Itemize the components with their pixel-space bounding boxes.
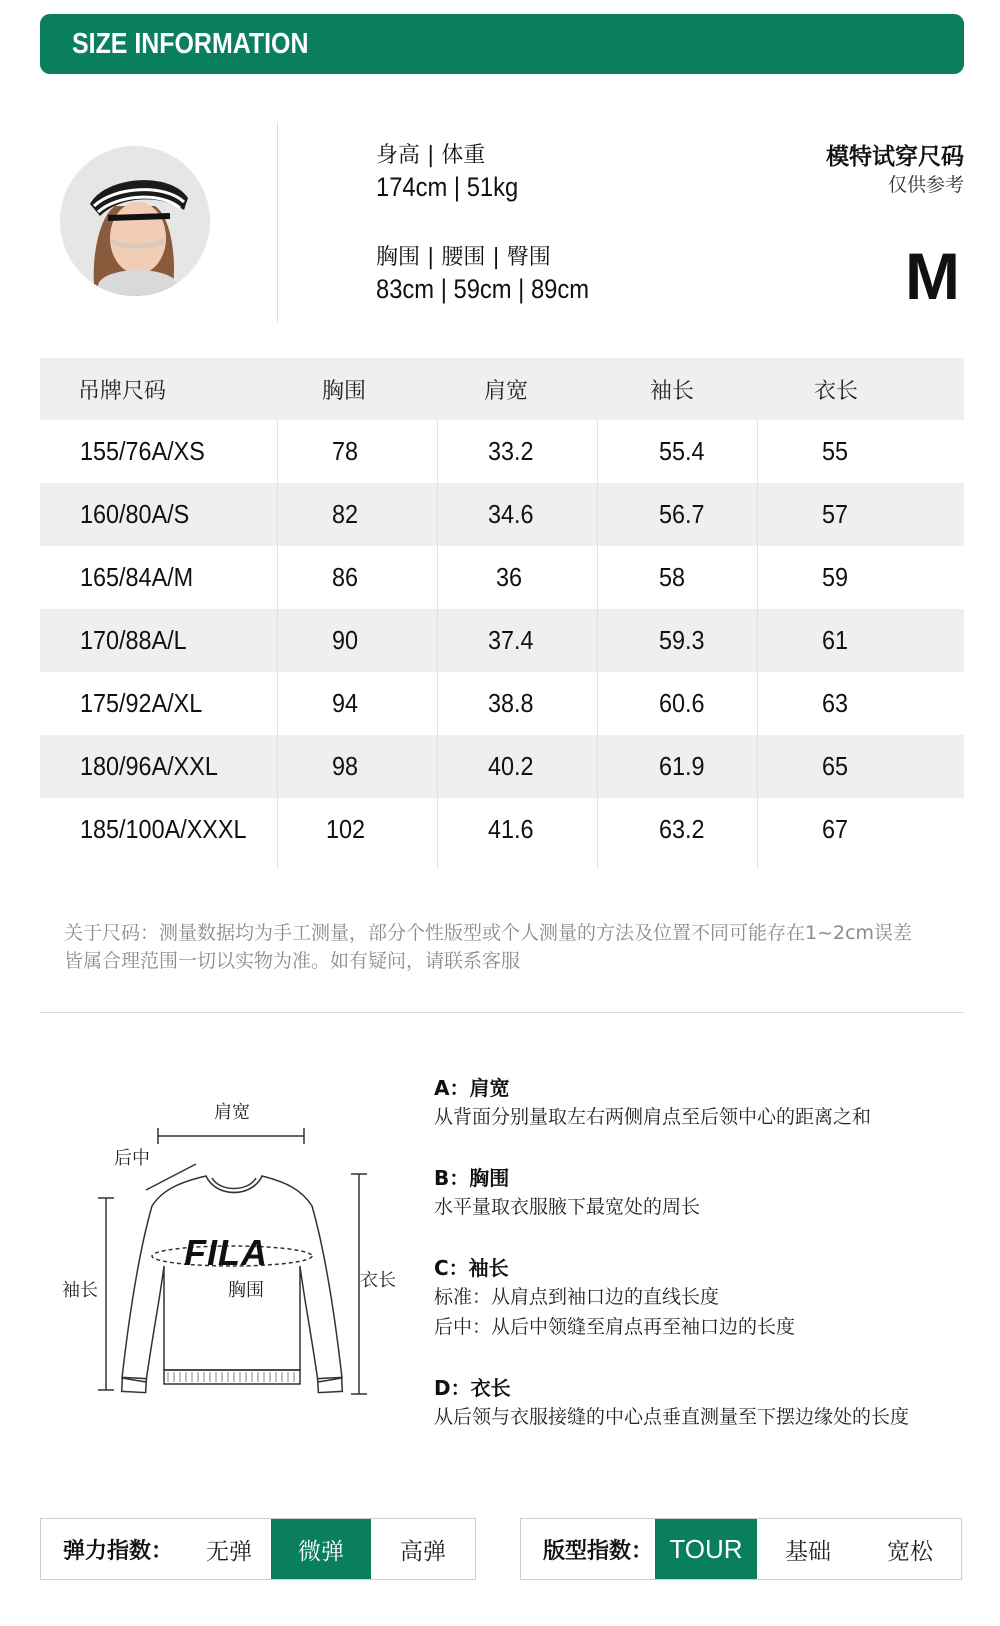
table-row xyxy=(40,609,964,672)
elasticity-label: 弹力指数： xyxy=(63,1538,174,1564)
cell-shoulder: 40.2 xyxy=(488,751,534,781)
cell-sleeve: 58 xyxy=(659,562,686,592)
measurement-diagram xyxy=(56,1098,416,1418)
cell-chest: 82 xyxy=(332,499,359,529)
definition-length-text: 从后领与衣服接缝的中心点垂直测量至下摆边缘处的长度 xyxy=(434,1406,910,1428)
cell-shoulder: 33.2 xyxy=(488,436,534,466)
cell-length: 67 xyxy=(822,814,849,844)
cell-tag-size: 175/92A/XL xyxy=(80,688,203,718)
cell-sleeve: 63.2 xyxy=(659,814,705,844)
cell-sleeve: 55.4 xyxy=(659,436,705,466)
elasticity-option-high[interactable]: 高弹 xyxy=(400,1538,446,1565)
table-row xyxy=(40,546,964,609)
definition-sleeve-text-back: 后中：从后中领缝至肩点再至袖口边的长度 xyxy=(434,1316,796,1338)
definition-shoulder-text: 从背面分别量取左右两侧肩点至后领中心的距离之和 xyxy=(434,1106,872,1128)
cell-sleeve: 60.6 xyxy=(659,688,705,718)
table-row xyxy=(40,483,964,546)
fila-logo: FILA xyxy=(184,1232,268,1273)
table-row xyxy=(40,735,964,798)
model-divider xyxy=(277,122,278,322)
fit-option-tour[interactable]: TOUR xyxy=(655,1519,757,1579)
model-fit-size-title: 模特试穿尺码 xyxy=(826,144,964,170)
size-table-header xyxy=(40,358,964,420)
model-fit-size-value: M xyxy=(905,239,960,313)
cell-chest: 102 xyxy=(326,814,366,844)
cell-sleeve: 61.9 xyxy=(659,751,705,781)
cell-length: 57 xyxy=(822,499,849,529)
cell-chest: 78 xyxy=(332,436,359,466)
fit-index xyxy=(520,1518,962,1580)
definition-sleeve-heading: C：袖长 xyxy=(434,1256,509,1280)
body-measure-value: 83cm | 59cm | 89cm xyxy=(376,274,590,304)
diagram-label-chest: 胸围 xyxy=(228,1280,264,1301)
table-row xyxy=(40,420,964,483)
elasticity-option-none[interactable]: 无弹 xyxy=(206,1538,252,1565)
cell-chest: 98 xyxy=(332,751,359,781)
size-info-banner xyxy=(40,14,964,74)
elasticity-index xyxy=(40,1518,476,1580)
diagram-label-back-center: 后中 xyxy=(114,1148,150,1169)
table-row xyxy=(40,798,964,861)
cell-shoulder: 41.6 xyxy=(488,814,534,844)
cell-shoulder: 37.4 xyxy=(488,625,534,655)
table-column-divider xyxy=(277,420,278,869)
definition-chest-heading: B：胸围 xyxy=(434,1166,510,1190)
header-shoulder: 肩宽 xyxy=(484,378,529,404)
definition-shoulder-heading: A：肩宽 xyxy=(434,1076,510,1100)
cell-shoulder: 36 xyxy=(496,562,523,592)
table-column-divider xyxy=(597,420,598,869)
table-column-divider xyxy=(437,420,438,869)
header-tag-size: 吊牌尺码 xyxy=(78,378,167,404)
cell-length: 61 xyxy=(822,625,849,655)
elasticity-option-slight[interactable]: 微弹 xyxy=(271,1519,371,1579)
section-divider xyxy=(40,1012,964,1013)
cell-length: 55 xyxy=(822,436,849,466)
cell-chest: 90 xyxy=(332,625,359,655)
model-avatar xyxy=(60,146,210,296)
header-length: 衣长 xyxy=(814,378,859,404)
cell-tag-size: 155/76A/XS xyxy=(80,436,205,466)
cell-shoulder: 38.8 xyxy=(488,688,534,718)
cell-length: 59 xyxy=(822,562,849,592)
cell-chest: 94 xyxy=(332,688,359,718)
cell-sleeve: 56.7 xyxy=(659,499,705,529)
diagram-label-sleeve: 袖长 xyxy=(62,1280,98,1301)
cell-sleeve: 59.3 xyxy=(659,625,705,655)
height-weight-label: 身高 | 体重 xyxy=(376,143,486,168)
fit-option-loose[interactable]: 宽松 xyxy=(887,1538,933,1565)
table-row xyxy=(40,672,964,735)
cell-tag-size: 180/96A/XXL xyxy=(80,751,218,781)
cell-tag-size: 170/88A/L xyxy=(80,625,187,655)
cell-chest: 86 xyxy=(332,562,359,592)
fit-option-basic[interactable]: 基础 xyxy=(785,1538,831,1565)
cell-length: 65 xyxy=(822,751,849,781)
banner-title: SIZE INFORMATION xyxy=(72,28,309,60)
definition-length-heading: D：衣长 xyxy=(434,1376,511,1400)
measurement-note-line1: 关于尺码：测量数据均为手工测量，部分个性版型或个人测量的方法及位置不同可能存在1~2cm误差 xyxy=(64,922,913,944)
diagram-label-length: 衣长 xyxy=(360,1270,396,1291)
model-fit-size-note: 仅供参考 xyxy=(887,174,964,196)
height-weight-value: 174cm | 51kg xyxy=(376,172,519,202)
definition-sleeve-text-standard: 标准：从肩点到袖口边的直线长度 xyxy=(434,1286,720,1308)
fit-label: 版型指数： xyxy=(543,1538,654,1564)
cell-shoulder: 34.6 xyxy=(488,499,534,529)
definition-chest-text: 水平量取衣服腋下最宽处的周长 xyxy=(434,1196,701,1218)
measurement-note-line2: 皆属合理范围一切以实物为准。如有疑问，请联系客服 xyxy=(64,950,521,972)
cell-tag-size: 160/80A/S xyxy=(80,499,190,529)
cell-tag-size: 165/84A/M xyxy=(80,562,194,592)
header-chest: 胸围 xyxy=(322,378,367,404)
cell-length: 63 xyxy=(822,688,849,718)
model-portrait-icon xyxy=(60,146,210,296)
header-sleeve: 袖长 xyxy=(650,378,695,404)
diagram-label-shoulder: 肩宽 xyxy=(214,1102,250,1123)
size-table xyxy=(40,358,964,861)
cell-tag-size: 185/100A/XXXL xyxy=(80,814,247,844)
table-column-divider xyxy=(757,420,758,869)
body-measure-label: 胸围 | 腰围 | 臀围 xyxy=(376,245,551,270)
